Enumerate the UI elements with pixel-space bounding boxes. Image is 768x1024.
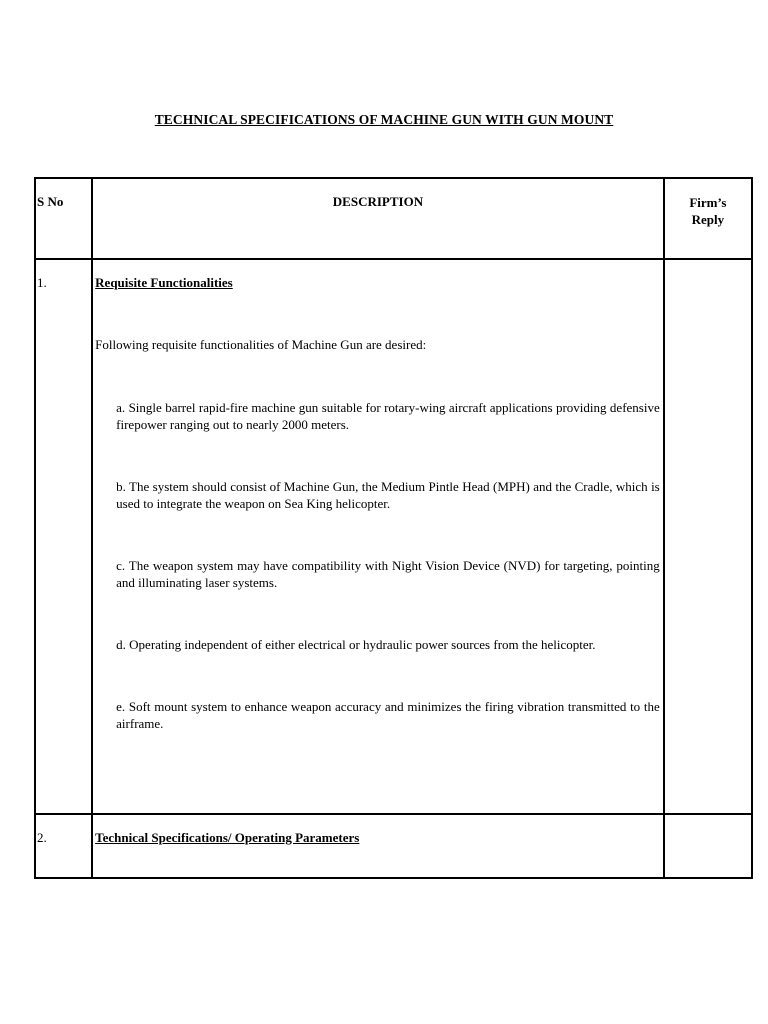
- row-sno: 2.: [35, 814, 92, 878]
- header-firms-reply: [664, 178, 752, 259]
- row-firms-reply: [664, 259, 752, 814]
- row-description: [92, 814, 664, 878]
- header-reply-line1: Firm’s: [689, 195, 727, 210]
- header-reply-line2: Reply: [691, 212, 725, 227]
- list-item: c. The weapon system may have compatibility with Night Vision Device (NVD) for targeting, pointing and illuminating laser systems.: [116, 558, 660, 590]
- header-description: DESCRIPTION: [92, 178, 664, 259]
- row-firms-reply: [664, 814, 752, 878]
- row-sno: 1.: [35, 259, 92, 814]
- header-sno: S No: [35, 178, 92, 259]
- intro-text: Following requisite functionalities of Machine Gun are desired:: [95, 337, 427, 352]
- specifications-table: [34, 177, 753, 879]
- list-item: e. Soft mount system to enhance weapon accuracy and minimizes the firing vibration transmitted to the airframe.: [116, 699, 660, 731]
- table-row: [35, 814, 752, 878]
- table-header-row: [35, 178, 752, 259]
- page-title: TECHNICAL SPECIFICATIONS OF MACHINE GUN WITH GUN MOUNT: [154, 112, 614, 127]
- section-heading: Requisite Functionalities: [95, 275, 233, 290]
- list-item: a. Single barrel rapid-fire machine gun suitable for rotary-wing aircraft applications providing defensive firepower ranging out to nearly 2000 meters.: [116, 400, 660, 432]
- list-item: b. The system should consist of Machine Gun, the Medium Pintle Head (MPH) and the Cradle, which is used to integrate the weapon on Sea King helicopter.: [116, 479, 660, 511]
- table-row: [35, 259, 752, 814]
- list-item: d. Operating independent of either electrical or hydraulic power sources from the helicopter.: [116, 637, 596, 652]
- row-description: [92, 259, 664, 814]
- section-heading: Technical Specifications/ Operating Parameters: [95, 830, 360, 845]
